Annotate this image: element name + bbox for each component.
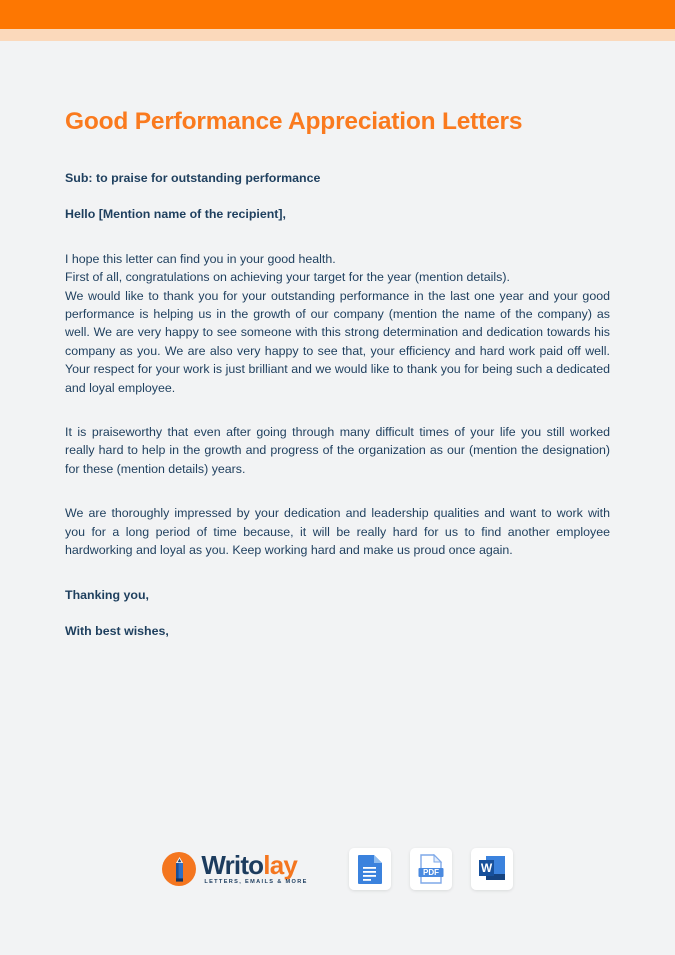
logo-word-primary: Writo — [201, 850, 264, 881]
download-google-docs-button[interactable] — [349, 848, 391, 890]
spacer — [65, 224, 610, 250]
writolay-logo[interactable] — [162, 852, 307, 886]
logo-wordmark — [201, 850, 307, 881]
pencil-icon — [175, 857, 184, 882]
top-accent-bar — [0, 0, 675, 29]
letter-paragraph-1: I hope this letter can find you in your good health. — [65, 251, 336, 266]
spacer — [65, 187, 610, 205]
pencil-circle-icon — [162, 852, 196, 886]
logo-word-accent: lay — [263, 850, 298, 881]
salutation: Hello [Mention name of the recipient], — [65, 207, 286, 222]
letter-paragraph-5: We are thoroughly impressed by your dedication and leadership qualities and want to work with you for a long period of time because, it will be really hard for us to find another employee hardworking and loyal as you. Keep working hard and make us proud once again. — [65, 506, 610, 558]
pdf-badge-label: PDF — [422, 868, 439, 877]
logo-text — [201, 852, 307, 886]
letter-paragraph-2: First of all, congratulations on achieving your target for the year (mention details). — [65, 270, 510, 285]
letter-paragraph-3: We would like to thank you for your outstanding performance in the last one year and your good performance is helping us in the growth of our company (mention the name of the company) as well. We are very happy to see someone with this strong determination and dedication towards his company as you. We are also very happy to see that, your efficiency and hard work paid off well. Your respect for your work is just brilliant and we would like to thank you for being such a dedicated and loyal employee. — [65, 288, 610, 395]
subject-line: Sub: to praise for outstanding performance — [65, 171, 321, 185]
letter-body — [65, 169, 610, 640]
word-badge-label: W — [480, 861, 492, 875]
word-icon — [477, 854, 507, 884]
letter-paragraph-4: It is praiseworthy that even after going through many difficult times of your life you still worked really hard to help in the growth and progress of the organization as our (mention the designation) for these (mention details) years. — [65, 425, 610, 476]
spacer — [65, 560, 610, 586]
closing-thanks: Thanking you, — [65, 587, 149, 602]
spacer — [65, 397, 610, 423]
google-docs-icon — [357, 854, 383, 884]
download-word-button[interactable] — [471, 848, 513, 890]
top-accent-bar-light — [0, 29, 675, 41]
download-pdf-button[interactable] — [410, 848, 452, 890]
spacer — [65, 478, 610, 504]
page-title: Good Performance Appreciation Letters — [65, 108, 523, 135]
spacer — [65, 604, 610, 622]
closing-wishes: With best wishes, — [65, 623, 169, 638]
logo-tagline: LETTERS, EMAILS & MORE — [204, 879, 308, 886]
pdf-icon — [417, 854, 445, 884]
footer-bar — [0, 834, 675, 904]
document-content — [0, 41, 675, 955]
